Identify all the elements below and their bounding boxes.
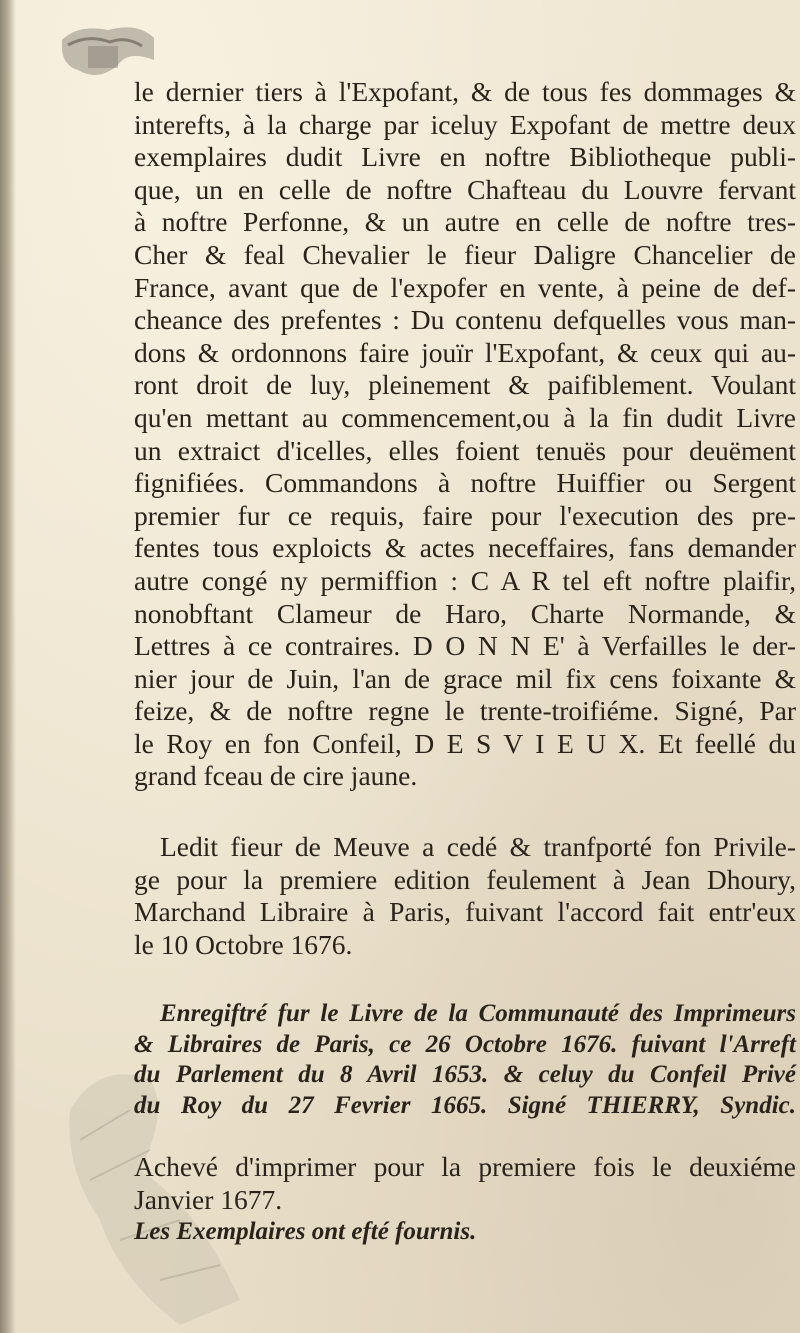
text-line: feize, & de noftre regne le trente-troifiéme. Signé, Par — [134, 695, 796, 727]
binding-gutter — [0, 0, 16, 1333]
text-line: dons & ordonnons faire jouïr l'Expofant, & ceux qui au- — [134, 336, 796, 368]
text-line: qu'en mettant au commencement,ou à la fin dudit Livre — [134, 401, 796, 433]
paragraph-gap — [134, 793, 796, 831]
text-line: Enregiftré fur le Livre de la Communauté des Imprimeurs — [160, 1000, 796, 1028]
text-line: grand fceau de cire jaune. — [134, 760, 418, 792]
text-line: Janvier 1677. — [134, 1184, 283, 1216]
text-line: exemplaires dudit Livre en noftre Bibliotheque publi- — [134, 141, 796, 173]
document-body — [134, 76, 796, 1247]
paragraph-gap — [134, 1121, 796, 1151]
cession-paragraph — [134, 831, 796, 961]
privilege-paragraph — [134, 76, 796, 793]
text-line: le Roy en fon Confeil, D E S V I E U X. Et feellé du — [134, 727, 796, 759]
text-line: Lettres à ce contraires. D O N N E' à Verfailles le der- — [134, 630, 796, 662]
text-line: Cher & feal Chevalier le fieur Daligre Chancelier de — [134, 238, 796, 270]
text-line: que, un en celle de noftre Chafteau du Louvre fervant — [134, 173, 796, 205]
text-line: Achevé d'imprimer pour la premiere fois le deuxiéme — [134, 1151, 796, 1183]
text-line: interefts, à la charge par iceluy Expofant de mettre deux — [134, 108, 796, 140]
text-line: le 10 Octobre 1676. — [134, 928, 353, 960]
text-line: du Parlement du 8 Avril 1653. & celuy du Confeil Privé — [134, 1061, 796, 1089]
text-line: fignifiées. Commandons à noftre Huiffier ou Sergent — [134, 467, 796, 499]
text-line: à noftre Perfonne, & un autre en celle de noftre tres- — [134, 206, 796, 238]
text-line: un extraict d'icelles, elles foient tenuës pour deuëment — [134, 434, 796, 466]
text-line: le dernier tiers à l'Expofant, & de tous fes dommages & — [134, 76, 796, 107]
text-line: cheance des prefentes : Du contenu defquelles vous man- — [134, 304, 796, 336]
text-line: Ledit fieur de Meuve a cedé & tranfporté fon Privile- — [160, 831, 796, 863]
text-line: Marchand Libraire à Paris, fuivant l'accord fait entr'eux — [134, 896, 796, 928]
text-line: autre congé ny permiffion : C A R tel eft noftre plaifir, — [134, 564, 796, 596]
paragraph-gap — [134, 961, 796, 999]
text-line: du Roy du 27 Fevrier 1665. Signé THIERRY, Syndic. — [134, 1091, 796, 1119]
text-line: nier jour de Juin, l'an de grace mil fix cens foixante & — [134, 662, 796, 694]
text-line: premier fur ce requis, faire pour l'execution des pre- — [134, 499, 796, 531]
text-line: & Libraires de Paris, ce 26 Octobre 1676. fuivant l'Arreft — [134, 1030, 796, 1058]
colophon-paragraph — [134, 1151, 796, 1247]
text-line: Les Exemplaires ont efté fournis. — [134, 1217, 477, 1245]
text-line: fentes tous exploicts & actes neceffaires, fans demander — [134, 532, 796, 564]
text-line: ront droit de luy, pleinement & paifiblement. Voulant — [134, 369, 796, 401]
text-line: France, avant que de l'expofer en vente, à peine de def- — [134, 271, 796, 303]
registration-paragraph — [134, 999, 796, 1121]
text-line: ge pour la premiere edition feulement à Jean Dhoury, — [134, 863, 796, 895]
text-line: nonobftant Clameur de Haro, Charte Normande, & — [134, 597, 796, 629]
